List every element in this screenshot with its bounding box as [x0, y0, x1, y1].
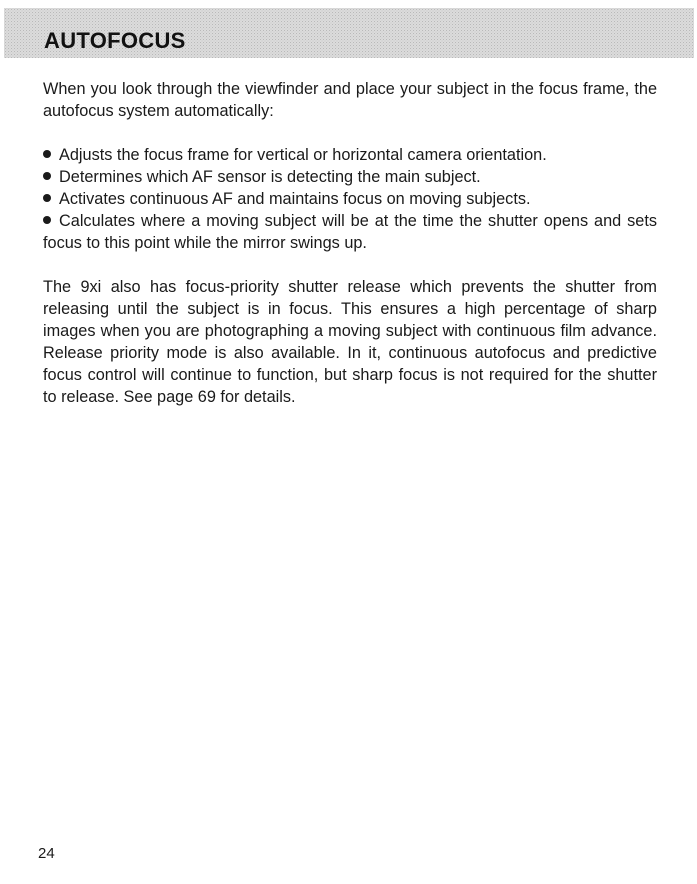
bullet-icon — [43, 216, 51, 224]
page-body — [43, 78, 657, 408]
bullet-icon — [43, 194, 51, 202]
feature-text: Calculates where a moving subject will be at the time the shutter opens and sets focus to this point while the mirror swings up. — [43, 212, 657, 252]
feature-item — [43, 166, 657, 188]
page-number: 24 — [38, 845, 55, 862]
release-priority-paragraph: The 9xi also has focus-priority shutter release which prevents the shutter from releasing until the subject is in focus. This ensures a high percentage of sharp images when you are photographing a moving subject with continuous film advance. Release priority mode is also available. In it, continuous autofocus and predictive focus control will continue to function, but sharp focus is not required for the shutter to release. See page 69 for details. — [43, 278, 657, 406]
feature-item — [43, 210, 657, 254]
bullet-icon — [43, 172, 51, 180]
section-title: AUTOFOCUS — [44, 28, 186, 53]
feature-item — [43, 144, 657, 166]
intro-paragraph: When you look through the viewfinder and place your subject in the focus frame, the autofocus system automatically: — [43, 80, 657, 120]
feature-item — [43, 188, 657, 210]
feature-text: Activates continuous AF and maintains focus on moving subjects. — [59, 190, 531, 208]
feature-list — [43, 144, 657, 254]
feature-text: Determines which AF sensor is detecting the main subject. — [59, 168, 481, 186]
feature-text: Adjusts the focus frame for vertical or horizontal camera orientation. — [59, 146, 547, 164]
bullet-icon — [43, 150, 51, 158]
